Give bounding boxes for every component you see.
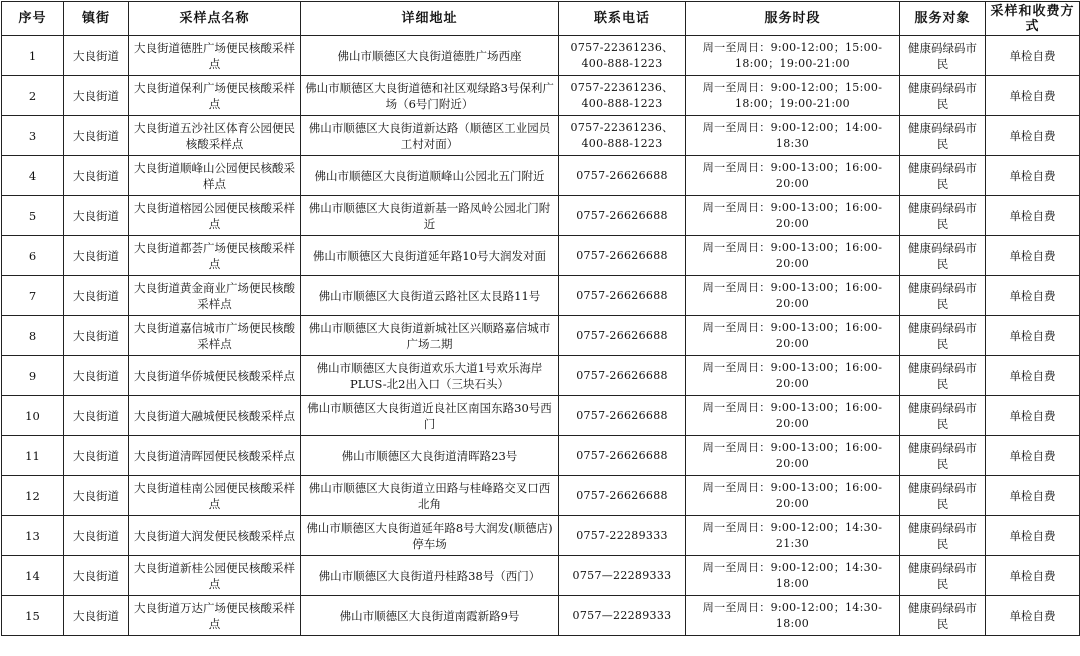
row-phone: 0757-26626688	[559, 316, 686, 356]
row-hours: 周一至周日：9:00-12:00；15:00-18:00；19:00-21:00	[686, 36, 900, 76]
row-site-name: 大良街道德胜广场便民核酸采样点	[129, 36, 301, 76]
table-row	[2, 116, 1080, 156]
row-number: 2	[2, 76, 64, 116]
row-phone: 0757-22361236、400-888-1223	[559, 76, 686, 116]
row-street: 大良街道	[64, 356, 129, 396]
header-no: 序号	[2, 2, 64, 36]
header-site-name: 采样点名称	[129, 2, 301, 36]
table-row	[2, 236, 1080, 276]
table-row	[2, 556, 1080, 596]
row-site-name: 大良街道大融城便民核酸采样点	[129, 396, 301, 436]
row-number: 15	[2, 596, 64, 636]
row-target: 健康码绿码市民	[900, 76, 986, 116]
header-phone: 联系电话	[559, 2, 686, 36]
row-phone: 0757-26626688	[559, 476, 686, 516]
row-target: 健康码绿码市民	[900, 196, 986, 236]
row-fee: 单检自费	[986, 276, 1080, 316]
row-address: 佛山市顺德区大良街道德和社区观绿路3号保利广场（6号门附近）	[301, 76, 559, 116]
row-address: 佛山市顺德区大良街道丹桂路38号（西门）	[301, 556, 559, 596]
row-address: 佛山市顺德区大良街道新城社区兴顺路嘉信城市广场二期	[301, 316, 559, 356]
row-target: 健康码绿码市民	[900, 436, 986, 476]
row-target: 健康码绿码市民	[900, 316, 986, 356]
row-address: 佛山市顺德区大良街道德胜广场西座	[301, 36, 559, 76]
row-number: 3	[2, 116, 64, 156]
row-address: 佛山市顺德区大良街道欢乐大道1号欢乐海岸PLUS-北2出入口（三块石头）	[301, 356, 559, 396]
row-hours: 周一至周日：9:00-13:00；16:00-20:00	[686, 356, 900, 396]
table-row	[2, 196, 1080, 236]
row-street: 大良街道	[64, 396, 129, 436]
row-number: 11	[2, 436, 64, 476]
row-street: 大良街道	[64, 516, 129, 556]
row-hours: 周一至周日：9:00-12:00；15:00-18:00；19:00-21:00	[686, 76, 900, 116]
row-phone: 0757-22289333	[559, 516, 686, 556]
row-hours: 周一至周日：9:00-12:00；14:00-18:30	[686, 116, 900, 156]
header-fee: 采样和收费方式	[986, 2, 1080, 36]
row-address: 佛山市顺德区大良街道顺峰山公园北五门附近	[301, 156, 559, 196]
row-hours: 周一至周日：9:00-13:00；16:00-20:00	[686, 196, 900, 236]
row-address: 佛山市顺德区大良街道南霞新路9号	[301, 596, 559, 636]
row-site-name: 大良街道大润发便民核酸采样点	[129, 516, 301, 556]
header-row	[2, 2, 1080, 36]
table-row	[2, 356, 1080, 396]
row-phone: 0757-26626688	[559, 396, 686, 436]
row-hours: 周一至周日：9:00-13:00；16:00-20:00	[686, 236, 900, 276]
row-street: 大良街道	[64, 316, 129, 356]
row-target: 健康码绿码市民	[900, 236, 986, 276]
row-fee: 单检自费	[986, 556, 1080, 596]
table-row	[2, 436, 1080, 476]
row-address: 佛山市顺德区大良街道延年路8号大润发(顺德店)停车场	[301, 516, 559, 556]
row-hours: 周一至周日：9:00-12:00；14:30-18:00	[686, 556, 900, 596]
row-number: 5	[2, 196, 64, 236]
table-row	[2, 516, 1080, 556]
row-number: 6	[2, 236, 64, 276]
row-phone: 0757-26626688	[559, 436, 686, 476]
row-address: 佛山市顺德区大良街道新基一路凤岭公园北门附近	[301, 196, 559, 236]
row-phone: 0757-22361236、400-888-1223	[559, 116, 686, 156]
row-site-name: 大良街道五沙社区体育公园便民核酸采样点	[129, 116, 301, 156]
row-target: 健康码绿码市民	[900, 356, 986, 396]
row-hours: 周一至周日：9:00-13:00；16:00-20:00	[686, 396, 900, 436]
row-fee: 单检自费	[986, 356, 1080, 396]
row-number: 12	[2, 476, 64, 516]
row-fee: 单检自费	[986, 396, 1080, 436]
row-target: 健康码绿码市民	[900, 156, 986, 196]
row-site-name: 大良街道榕园公园便民核酸采样点	[129, 196, 301, 236]
row-fee: 单检自费	[986, 476, 1080, 516]
row-hours: 周一至周日：9:00-13:00；16:00-20:00	[686, 276, 900, 316]
row-target: 健康码绿码市民	[900, 556, 986, 596]
row-site-name: 大良街道新桂公园便民核酸采样点	[129, 556, 301, 596]
row-street: 大良街道	[64, 116, 129, 156]
row-fee: 单检自费	[986, 596, 1080, 636]
row-hours: 周一至周日：9:00-13:00；16:00-20:00	[686, 476, 900, 516]
row-site-name: 大良街道嘉信城市广场便民核酸采样点	[129, 316, 301, 356]
row-hours: 周一至周日：9:00-12:00；14:30-21:30	[686, 516, 900, 556]
row-phone: 0757-26626688	[559, 196, 686, 236]
row-fee: 单检自费	[986, 116, 1080, 156]
row-target: 健康码绿码市民	[900, 396, 986, 436]
row-number: 14	[2, 556, 64, 596]
row-fee: 单检自费	[986, 316, 1080, 356]
row-number: 10	[2, 396, 64, 436]
row-fee: 单检自费	[986, 436, 1080, 476]
row-street: 大良街道	[64, 476, 129, 516]
row-target: 健康码绿码市民	[900, 516, 986, 556]
row-phone: 0757-26626688	[559, 356, 686, 396]
row-address: 佛山市顺德区大良街道新达路（顺德区工业园员工村对面）	[301, 116, 559, 156]
row-street: 大良街道	[64, 236, 129, 276]
row-phone: 0757—22289333	[559, 596, 686, 636]
row-street: 大良街道	[64, 156, 129, 196]
row-target: 健康码绿码市民	[900, 596, 986, 636]
row-phone: 0757-26626688	[559, 276, 686, 316]
row-address: 佛山市顺德区大良街道近良社区南国东路30号西门	[301, 396, 559, 436]
row-hours: 周一至周日：9:00-12:00；14:30-18:00	[686, 596, 900, 636]
row-street: 大良街道	[64, 196, 129, 236]
row-target: 健康码绿码市民	[900, 116, 986, 156]
row-number: 13	[2, 516, 64, 556]
header-street: 镇街	[64, 2, 129, 36]
row-street: 大良街道	[64, 436, 129, 476]
row-street: 大良街道	[64, 596, 129, 636]
table-row	[2, 156, 1080, 196]
row-number: 8	[2, 316, 64, 356]
row-number: 1	[2, 36, 64, 76]
table-row	[2, 76, 1080, 116]
row-street: 大良街道	[64, 76, 129, 116]
row-site-name: 大良街道黄金商业广场便民核酸采样点	[129, 276, 301, 316]
row-fee: 单检自费	[986, 76, 1080, 116]
table-row	[2, 316, 1080, 356]
row-phone: 0757-22361236、400-888-1223	[559, 36, 686, 76]
row-site-name: 大良街道万达广场便民核酸采样点	[129, 596, 301, 636]
row-address: 佛山市顺德区大良街道立田路与桂峰路交叉口西北角	[301, 476, 559, 516]
row-hours: 周一至周日：9:00-13:00；16:00-20:00	[686, 156, 900, 196]
row-hours: 周一至周日：9:00-13:00；16:00-20:00	[686, 436, 900, 476]
header-address: 详细地址	[301, 2, 559, 36]
row-fee: 单检自费	[986, 156, 1080, 196]
row-fee: 单检自费	[986, 516, 1080, 556]
row-fee: 单检自费	[986, 236, 1080, 276]
header-hours: 服务时段	[686, 2, 900, 36]
header-target: 服务对象	[900, 2, 986, 36]
row-phone: 0757—22289333	[559, 556, 686, 596]
row-target: 健康码绿码市民	[900, 276, 986, 316]
row-site-name: 大良街道华侨城便民核酸采样点	[129, 356, 301, 396]
row-target: 健康码绿码市民	[900, 476, 986, 516]
row-number: 4	[2, 156, 64, 196]
row-phone: 0757-26626688	[559, 236, 686, 276]
sampling-sites-table	[1, 1, 1080, 636]
table-row	[2, 596, 1080, 636]
row-target: 健康码绿码市民	[900, 36, 986, 76]
row-fee: 单检自费	[986, 196, 1080, 236]
table-row	[2, 36, 1080, 76]
table-row	[2, 396, 1080, 436]
row-street: 大良街道	[64, 556, 129, 596]
row-site-name: 大良街道清晖园便民核酸采样点	[129, 436, 301, 476]
row-site-name: 大良街道保利广场便民核酸采样点	[129, 76, 301, 116]
row-site-name: 大良街道桂南公园便民核酸采样点	[129, 476, 301, 516]
row-hours: 周一至周日：9:00-13:00；16:00-20:00	[686, 316, 900, 356]
row-site-name: 大良街道顺峰山公园便民核酸采样点	[129, 156, 301, 196]
row-site-name: 大良街道都荟广场便民核酸采样点	[129, 236, 301, 276]
row-number: 9	[2, 356, 64, 396]
table-row	[2, 276, 1080, 316]
row-number: 7	[2, 276, 64, 316]
row-street: 大良街道	[64, 36, 129, 76]
row-phone: 0757-26626688	[559, 156, 686, 196]
row-address: 佛山市顺德区大良街道云路社区太艮路11号	[301, 276, 559, 316]
row-fee: 单检自费	[986, 36, 1080, 76]
table-row	[2, 476, 1080, 516]
row-address: 佛山市顺德区大良街道延年路10号大润发对面	[301, 236, 559, 276]
row-street: 大良街道	[64, 276, 129, 316]
row-address: 佛山市顺德区大良街道清晖路23号	[301, 436, 559, 476]
